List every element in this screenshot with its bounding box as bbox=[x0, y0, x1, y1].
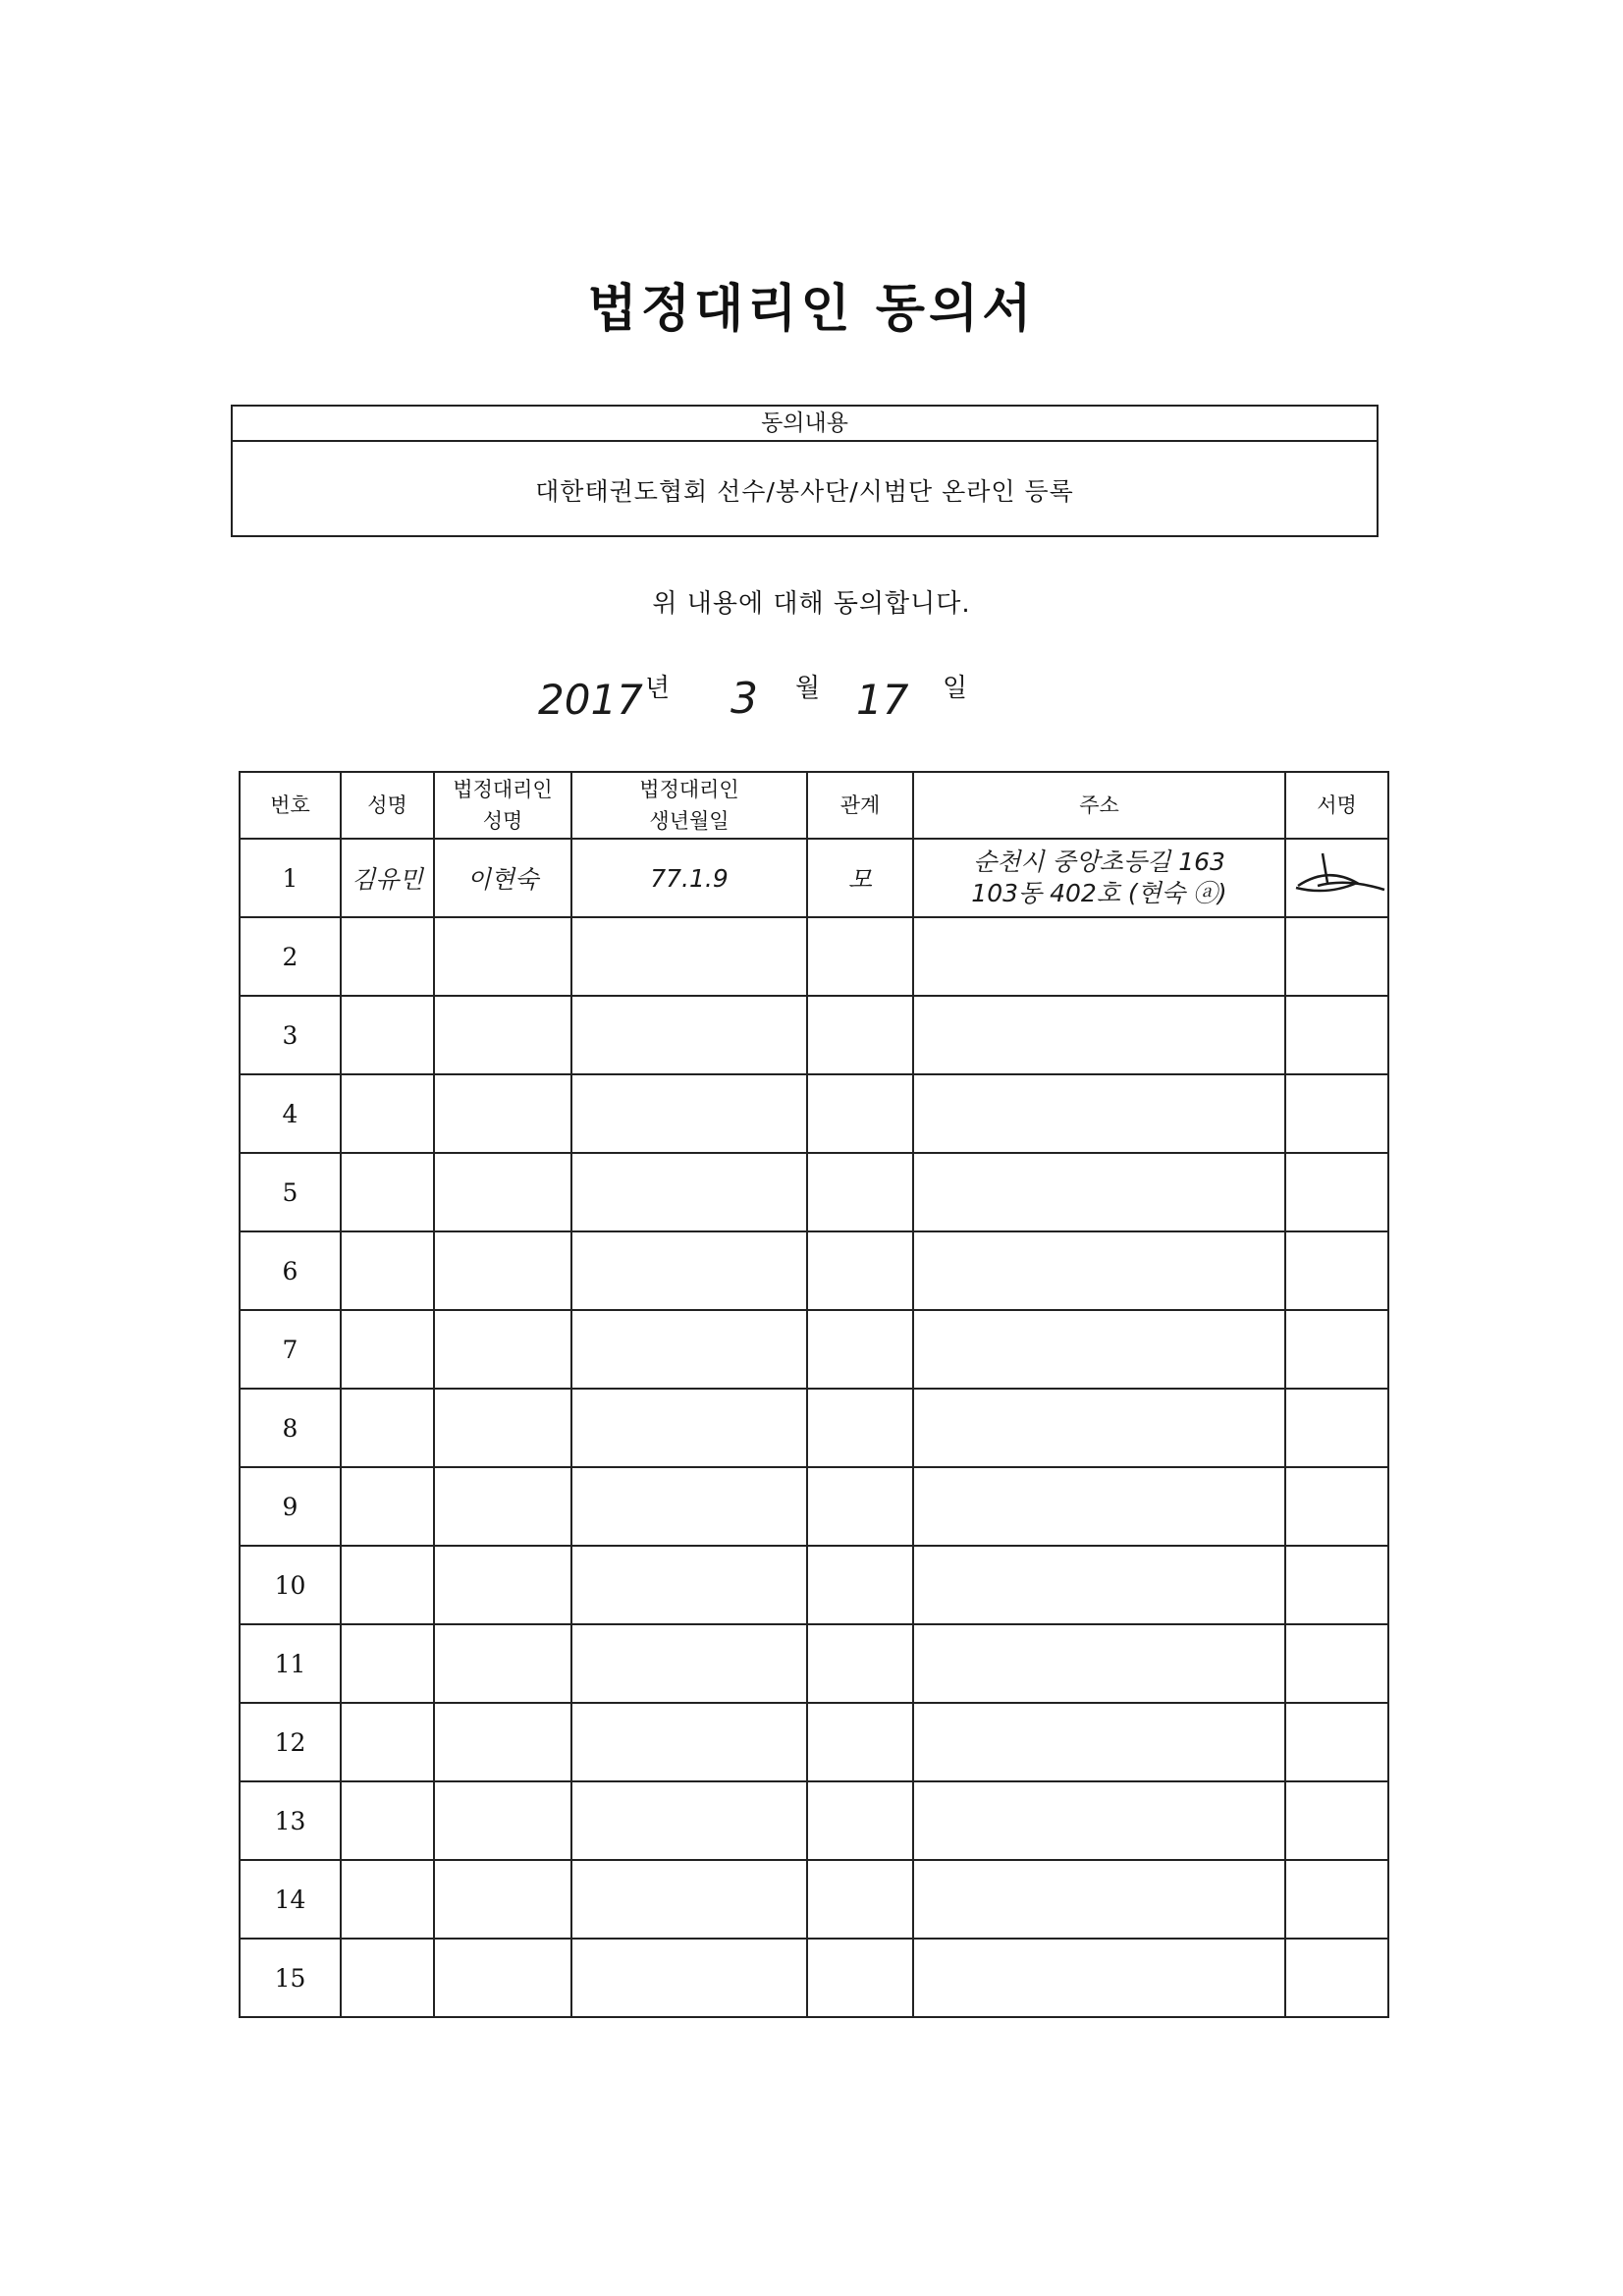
row-relation bbox=[807, 1939, 913, 2017]
row-no: 1 bbox=[240, 839, 341, 917]
row-address bbox=[913, 1153, 1285, 1231]
row-address bbox=[913, 1546, 1285, 1624]
row-guardian-birth bbox=[571, 917, 807, 996]
header-guardian-birth-line2: 생년월일 bbox=[649, 809, 730, 833]
header-signature: 서명 bbox=[1285, 772, 1388, 839]
agreement-statement: 위 내용에 대해 동의합니다. bbox=[652, 589, 971, 619]
row-no: 15 bbox=[240, 1939, 341, 2017]
table-row bbox=[240, 996, 1388, 1074]
row-guardian-name bbox=[434, 1781, 571, 1860]
row-signature bbox=[1285, 1546, 1388, 1624]
row-no: 6 bbox=[240, 1231, 341, 1310]
row-guardian-name bbox=[434, 1153, 571, 1231]
row-name bbox=[341, 1467, 434, 1546]
row-relation bbox=[807, 1310, 913, 1389]
row-signature bbox=[1285, 1074, 1388, 1153]
row-no: 3 bbox=[240, 996, 341, 1074]
row-address bbox=[913, 917, 1285, 996]
row-guardian-birth bbox=[571, 1546, 807, 1624]
row-guardian-birth bbox=[571, 1939, 807, 2017]
row-address bbox=[913, 996, 1285, 1074]
row-relation bbox=[807, 1153, 913, 1231]
row-name bbox=[341, 1153, 434, 1231]
row-relation bbox=[807, 1860, 913, 1939]
consent-box bbox=[231, 405, 1379, 537]
row-address bbox=[913, 839, 1285, 917]
table-row bbox=[240, 1153, 1388, 1231]
row-guardian-birth bbox=[571, 1310, 807, 1389]
row-name bbox=[341, 1939, 434, 2017]
header-guardian-birth bbox=[571, 772, 807, 839]
row-address bbox=[913, 1703, 1285, 1781]
row-no: 11 bbox=[240, 1624, 341, 1703]
row-no: 13 bbox=[240, 1781, 341, 1860]
row-address-line2: 103동 402호 (현숙 ⓐ) bbox=[971, 879, 1227, 907]
row-signature bbox=[1285, 1939, 1388, 2017]
row-relation: 모 bbox=[807, 839, 913, 917]
row-address bbox=[913, 1389, 1285, 1467]
row-address bbox=[913, 1467, 1285, 1546]
table-row bbox=[240, 1546, 1388, 1624]
row-relation bbox=[807, 917, 913, 996]
header-guardian-birth-line1: 법정대리인 bbox=[639, 778, 739, 801]
row-no: 8 bbox=[240, 1389, 341, 1467]
row-no: 14 bbox=[240, 1860, 341, 1939]
row-guardian-name bbox=[434, 1389, 571, 1467]
table-row bbox=[240, 1860, 1388, 1939]
row-name bbox=[341, 1703, 434, 1781]
table-row bbox=[240, 839, 1388, 917]
header-guardian-name-line2: 성명 bbox=[482, 809, 523, 833]
guardian-table bbox=[239, 771, 1389, 2018]
header-address: 주소 bbox=[913, 772, 1285, 839]
row-address bbox=[913, 1310, 1285, 1389]
row-signature bbox=[1285, 1781, 1388, 1860]
row-guardian-birth bbox=[571, 1860, 807, 1939]
consent-body: 대한태권도협회 선수/봉사단/시범단 온라인 등록 bbox=[535, 476, 1074, 506]
row-signature bbox=[1285, 1389, 1388, 1467]
header-name: 성명 bbox=[341, 772, 434, 839]
row-guardian-birth bbox=[571, 1153, 807, 1231]
document-title: 법정대리인 동의서 bbox=[587, 280, 1036, 339]
table-row bbox=[240, 1781, 1388, 1860]
date-day-unit: 일 bbox=[943, 674, 968, 703]
row-no: 12 bbox=[240, 1703, 341, 1781]
row-guardian-birth bbox=[571, 1074, 807, 1153]
row-relation bbox=[807, 1231, 913, 1310]
date-year: 2017 bbox=[538, 676, 643, 724]
row-guardian-birth bbox=[571, 1389, 807, 1467]
row-relation bbox=[807, 1624, 913, 1703]
row-guardian-name bbox=[434, 1860, 571, 1939]
row-guardian-birth bbox=[571, 1624, 807, 1703]
row-signature bbox=[1285, 1624, 1388, 1703]
row-guardian-name bbox=[434, 1310, 571, 1389]
handwritten-signature bbox=[1288, 848, 1386, 907]
row-name: 김유민 bbox=[341, 839, 434, 917]
row-address bbox=[913, 1231, 1285, 1310]
row-name bbox=[341, 1781, 434, 1860]
row-no: 4 bbox=[240, 1074, 341, 1153]
row-relation bbox=[807, 1389, 913, 1467]
row-relation bbox=[807, 1074, 913, 1153]
row-guardian-birth bbox=[571, 1703, 807, 1781]
row-address bbox=[913, 1624, 1285, 1703]
row-relation bbox=[807, 1546, 913, 1624]
row-address bbox=[913, 1860, 1285, 1939]
table-row bbox=[240, 1231, 1388, 1310]
row-address bbox=[913, 1074, 1285, 1153]
row-signature bbox=[1285, 1467, 1388, 1546]
header-relation: 관계 bbox=[807, 772, 913, 839]
row-no: 7 bbox=[240, 1310, 341, 1389]
row-signature bbox=[1285, 1153, 1388, 1231]
header-guardian-name-line1: 법정대리인 bbox=[453, 778, 553, 801]
row-name bbox=[341, 1074, 434, 1153]
row-guardian-name bbox=[434, 917, 571, 996]
row-guardian-birth bbox=[571, 1231, 807, 1310]
row-relation bbox=[807, 1467, 913, 1546]
header-no: 번호 bbox=[240, 772, 341, 839]
row-signature bbox=[1285, 917, 1388, 996]
row-signature bbox=[1285, 1231, 1388, 1310]
table-row bbox=[240, 1703, 1388, 1781]
row-guardian-birth bbox=[571, 1467, 807, 1546]
row-guardian-name bbox=[434, 1939, 571, 2017]
row-no: 9 bbox=[240, 1467, 341, 1546]
row-name bbox=[341, 1389, 434, 1467]
date-month: 3 bbox=[730, 674, 758, 724]
table-row bbox=[240, 1939, 1388, 2017]
row-guardian-name: 이현숙 bbox=[434, 839, 571, 917]
row-guardian-name bbox=[434, 996, 571, 1074]
row-name bbox=[341, 1231, 434, 1310]
row-signature bbox=[1285, 996, 1388, 1074]
table-row bbox=[240, 1074, 1388, 1153]
row-guardian-name bbox=[434, 1703, 571, 1781]
table-header-row bbox=[240, 772, 1388, 839]
row-name bbox=[341, 1860, 434, 1939]
row-address bbox=[913, 1939, 1285, 2017]
table-row bbox=[240, 1467, 1388, 1546]
row-name bbox=[341, 1546, 434, 1624]
row-address-line1: 순천시 중앙초등길 163 bbox=[973, 847, 1225, 876]
row-guardian-birth bbox=[571, 996, 807, 1074]
row-name bbox=[341, 917, 434, 996]
table-row bbox=[240, 1389, 1388, 1467]
row-guardian-name bbox=[434, 1624, 571, 1703]
table-row bbox=[240, 1624, 1388, 1703]
row-guardian-name bbox=[434, 1467, 571, 1546]
table-row bbox=[240, 1310, 1388, 1389]
row-no: 5 bbox=[240, 1153, 341, 1231]
row-name bbox=[341, 996, 434, 1074]
row-name bbox=[341, 1624, 434, 1703]
row-no: 10 bbox=[240, 1546, 341, 1624]
date-day: 17 bbox=[856, 676, 909, 724]
row-relation bbox=[807, 1703, 913, 1781]
consent-header: 동의내용 bbox=[233, 407, 1377, 442]
row-guardian-name bbox=[434, 1231, 571, 1310]
row-signature bbox=[1285, 1860, 1388, 1939]
row-guardian-name bbox=[434, 1546, 571, 1624]
date-month-unit: 월 bbox=[795, 674, 821, 703]
row-no: 2 bbox=[240, 917, 341, 996]
row-guardian-name bbox=[434, 1074, 571, 1153]
row-signature bbox=[1285, 839, 1388, 917]
row-guardian-birth: 77.1.9 bbox=[571, 839, 807, 917]
row-relation bbox=[807, 996, 913, 1074]
row-address bbox=[913, 1781, 1285, 1860]
table-row bbox=[240, 917, 1388, 996]
row-name bbox=[341, 1310, 434, 1389]
row-guardian-birth bbox=[571, 1781, 807, 1860]
row-signature bbox=[1285, 1703, 1388, 1781]
header-guardian-name bbox=[434, 772, 571, 839]
date-year-unit: 년 bbox=[645, 674, 671, 703]
row-relation bbox=[807, 1781, 913, 1860]
row-signature bbox=[1285, 1310, 1388, 1389]
